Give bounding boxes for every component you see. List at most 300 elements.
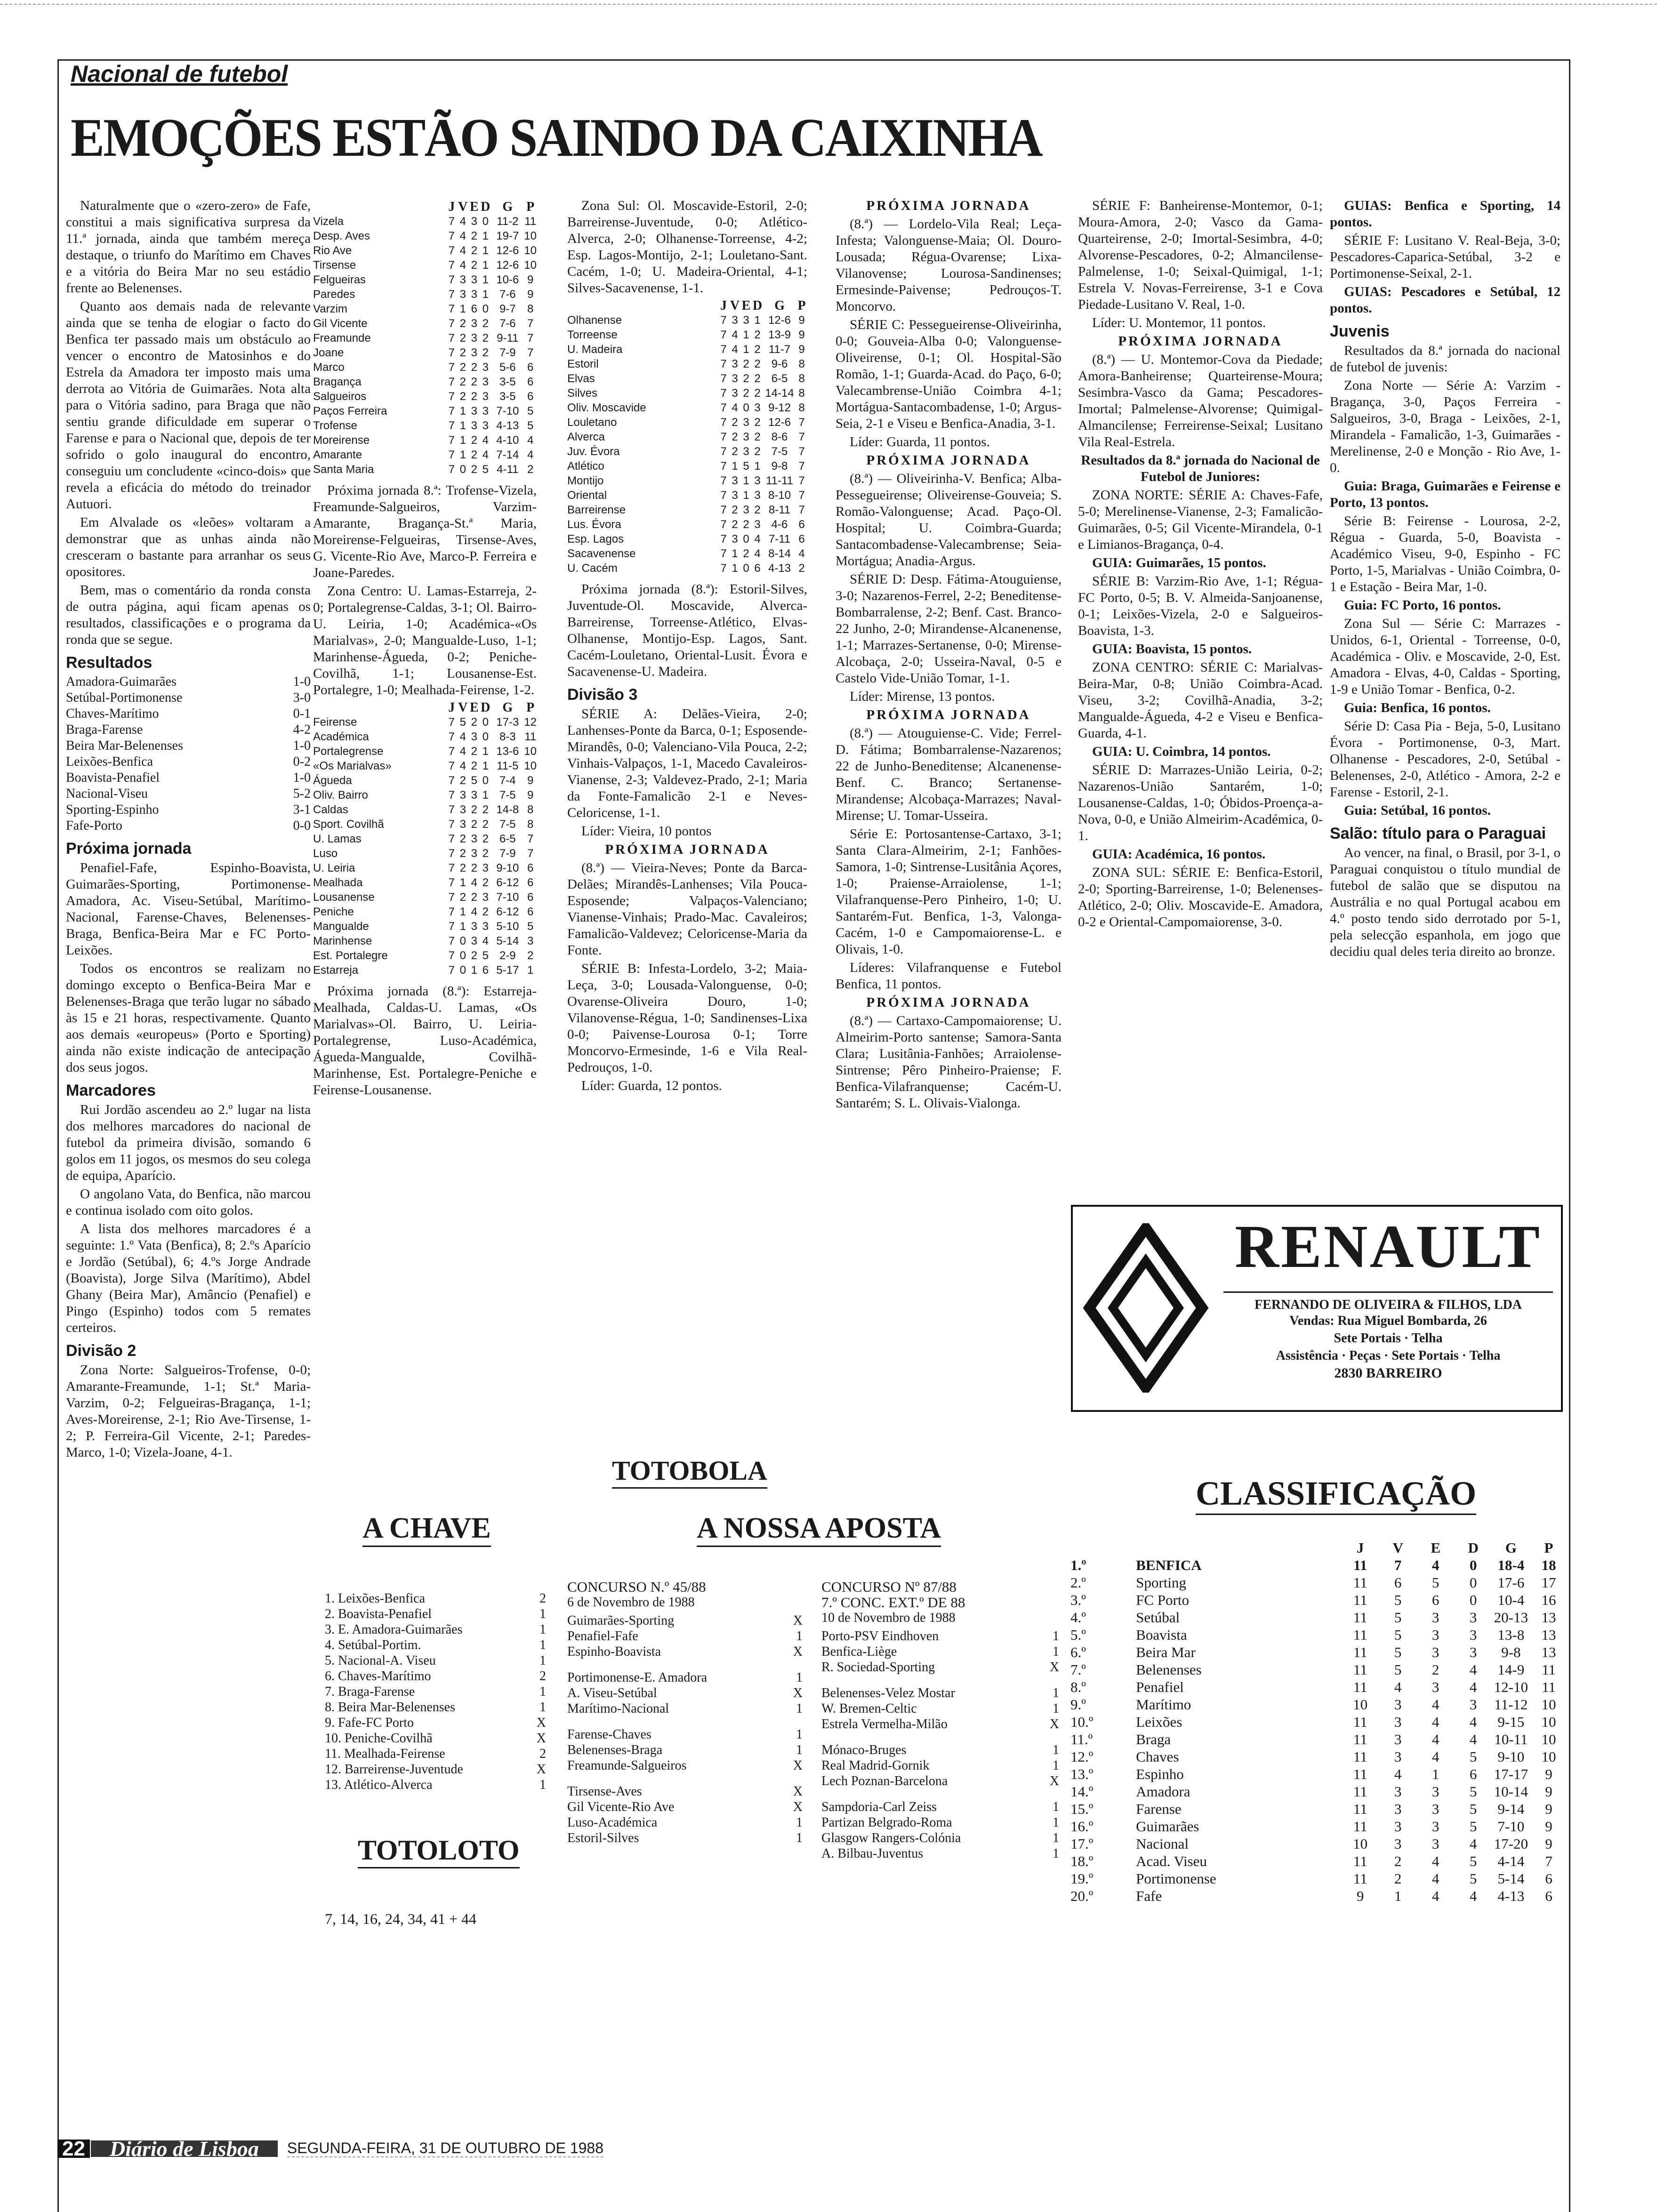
stat-cell: 7 bbox=[448, 716, 455, 729]
stat-cell: 3 bbox=[471, 847, 477, 860]
stat-cell: 3 bbox=[459, 818, 466, 831]
table-row bbox=[567, 473, 807, 488]
table-row bbox=[567, 488, 807, 503]
stat-cell: 2 bbox=[459, 390, 466, 403]
serie-a-pj: (8.ª) — Vieira-Neves; Ponte da Barca-Delães; Mirandês-Lanhenses; Vila Pouca-Esposende; Valpaços-Valenciano; Vianense-Vinhais; Prado-Mac. Cavaleiros; Famalicão-Valdevez; Celoricense-Maria da Fonte. bbox=[567, 860, 807, 958]
stat-cell: 6 bbox=[527, 906, 534, 918]
item-pick: X bbox=[793, 1686, 803, 1700]
table-zona-sul bbox=[567, 298, 807, 576]
concurso1-date: 6 de Novembro de 1988 bbox=[567, 1595, 695, 1610]
stat-cell: 3 bbox=[471, 419, 477, 432]
stat-cell: 7 bbox=[448, 964, 455, 977]
class-row bbox=[1069, 1731, 1568, 1748]
item-pick: X bbox=[1049, 1774, 1059, 1788]
totobola-title: TOTOBOLA bbox=[612, 1454, 767, 1489]
stat-cell: 4 bbox=[1469, 1661, 1477, 1678]
stat-cell: 4 bbox=[1469, 1731, 1477, 1747]
team-name: «Os Marialvas» bbox=[313, 760, 392, 772]
position: 7.º bbox=[1070, 1661, 1086, 1678]
stat-cell: 9-10 bbox=[1497, 1748, 1525, 1765]
stat-cell: 9 bbox=[798, 314, 805, 327]
position: 4.º bbox=[1070, 1609, 1086, 1626]
stat-cell: 7 bbox=[448, 273, 455, 286]
position: 5.º bbox=[1070, 1627, 1086, 1643]
intro-p2: Quanto aos demais nada de relevante ainda que se tenha de elogiar o facto do Benfica ter passado mais um obstáculo ao vencer o encontro de Matosinhos e do Estrela da Amadora ter imposto mais uma derrota ao Vitória de Guimarães. Nota alta para o Vitória sadino, para Braga que não sentiu grande dificuldade em superar o Farense e para o Nacional que, depois de ter sofrido o golo inaugural do encontro, conseguiu um concludente «cinco-dois» que revela a eficácia do método do treinador Autuori. bbox=[66, 299, 311, 512]
team-name: Farense bbox=[1136, 1801, 1182, 1817]
stat-cell: 5 bbox=[1394, 1609, 1402, 1626]
position: 2.º bbox=[1070, 1574, 1086, 1591]
jun-norte-b: SÉRIE B: Varzim-Rio Ave, 1-1; Régua-FC Porto, 0-5; B. V. Almeida-Sanjoanense, 0-1; Leixões-Vizela, 2-0 e Salgueiros-Boavista, 1-3. bbox=[1078, 574, 1323, 638]
stat-cell: 1 bbox=[459, 906, 466, 918]
serie-e-pj: (8.ª) — Cartaxo-Campomaiorense; U. Almeirim-Porto santense; Samora-Santa Clara; Lusitânia-Fanhões; Arraiolense-Sintrense; Pêro Pinheiro-Praiense; F. Benfica-Vilafranquense; Cacém-U. Santarém; S. L. Olivais-Vialonga. bbox=[836, 1013, 1062, 1111]
list-gap bbox=[567, 1773, 803, 1784]
class-row bbox=[1069, 1591, 1568, 1609]
class-row bbox=[1069, 1887, 1568, 1905]
stat-cell: 13 bbox=[1541, 1644, 1556, 1660]
team-name: Sport. Covilhã bbox=[313, 818, 384, 831]
stat-cell: 3 bbox=[1432, 1644, 1440, 1660]
team-name: Santa Maria bbox=[313, 463, 374, 476]
headline: EMOÇÕES ESTÃO SAINDO DA CAIXINHA bbox=[71, 108, 1042, 168]
ad-address: Vendas: Rua Miguel Bombarda, 26 bbox=[1289, 1314, 1487, 1328]
resultados-heading: Resultados bbox=[66, 654, 153, 672]
stat-cell: 3 bbox=[471, 833, 477, 845]
team-name: Peniche bbox=[313, 906, 354, 918]
stat-cell: 20-13 bbox=[1494, 1609, 1528, 1626]
stat-cell: 5 bbox=[1469, 1870, 1477, 1887]
column-1 bbox=[66, 198, 311, 2108]
list-item bbox=[821, 1830, 1059, 1846]
stat-cell: 4 bbox=[1432, 1870, 1440, 1887]
list-item bbox=[821, 1685, 1059, 1701]
team-name: Luso bbox=[313, 847, 338, 860]
stat-cell: 4 bbox=[1432, 1731, 1440, 1747]
serie-b-lider: Líder: Guarda, 12 pontos. bbox=[581, 1078, 722, 1093]
stat-cell: 7 bbox=[448, 361, 455, 374]
stat-cell: 7 bbox=[720, 401, 727, 414]
class-row bbox=[1069, 1696, 1568, 1713]
stat-cell: 3 bbox=[1394, 1818, 1402, 1835]
stat-cell: 11 bbox=[1353, 1853, 1367, 1869]
stat-cell: 7-9 bbox=[499, 847, 516, 860]
stat-cell: 7 bbox=[720, 329, 727, 341]
intro-p1: Naturalmente que o «zero-zero» de Fafe, constitui a mais significativa surpresa da 11.ª jornada, ainda que também mereça destaque, o triunfo do Marítimo em Chaves e a vitória do Beira Mar no seu estádio frente ao Belenenses. bbox=[66, 198, 311, 296]
team-name: Amadora bbox=[1136, 1783, 1190, 1800]
stat-cell: 1 bbox=[1394, 1888, 1402, 1904]
header-col: J bbox=[448, 700, 455, 715]
stat-cell: 5 bbox=[1394, 1661, 1402, 1678]
stat-cell: 3 bbox=[732, 387, 738, 400]
table-header bbox=[567, 298, 807, 313]
stat-cell: 4 bbox=[1432, 1748, 1440, 1765]
stat-cell: 10 bbox=[524, 259, 537, 272]
stat-cell: 2 bbox=[732, 431, 738, 443]
stat-cell: 2 bbox=[471, 230, 477, 242]
stat-cell: 9 bbox=[527, 288, 534, 301]
stat-cell: 17-17 bbox=[1494, 1766, 1528, 1782]
stat-cell: 7 bbox=[720, 474, 727, 487]
stat-cell: 0 bbox=[459, 964, 466, 977]
item-pick: 1 bbox=[1053, 1701, 1059, 1716]
stat-cell: 5-14 bbox=[496, 935, 519, 947]
stat-cell: 7-10 bbox=[496, 891, 519, 904]
stat-cell: 8 bbox=[798, 401, 805, 414]
stat-cell: 4-11 bbox=[497, 463, 519, 476]
stat-cell: 3 bbox=[743, 416, 749, 429]
stat-cell: 2 bbox=[471, 376, 477, 388]
table-row bbox=[313, 802, 537, 817]
item-match: Gil Vicente-Rio Ave bbox=[567, 1800, 675, 1814]
item-match: Glasgow Rangers-Colónia bbox=[821, 1831, 961, 1845]
stat-cell: 1 bbox=[732, 547, 738, 560]
stat-cell: 7 bbox=[448, 390, 455, 403]
zona-centro-text: Zona Centro: U. Lamas-Estarreja, 2-0; Portalegrense-Caldas, 3-1; Ol. Bairro-U. Leiria, 1-0; Académica-«Os Marialvas», 2-0; Mangualde-Luso, 1-1; Marinhense-Águeda, 0-2; Peniche-Covilhã, 1-1; Lousanense-Est. Portalegre, 1-0; Mealhada-Feirense, 1-2. bbox=[313, 584, 537, 697]
class-row bbox=[1069, 1626, 1568, 1643]
stat-cell: 13-9 bbox=[768, 329, 791, 341]
stat-cell: 7 bbox=[448, 419, 455, 432]
item-match: 2. Boavista-Penafiel bbox=[325, 1607, 432, 1621]
stat-cell: 7 bbox=[448, 949, 455, 962]
stat-cell: 10-11 bbox=[1494, 1731, 1528, 1747]
stat-cell: 2 bbox=[471, 891, 477, 904]
table-row bbox=[313, 404, 537, 418]
stat-cell: 4 bbox=[1432, 1888, 1440, 1904]
stat-cell: 4 bbox=[1394, 1679, 1402, 1695]
stat-cell: 7 bbox=[448, 906, 455, 918]
stat-cell: 5-6 bbox=[499, 361, 516, 374]
serie-d-pj-heading: PRÓXIMA JORNADA bbox=[866, 707, 1031, 722]
class-row bbox=[1069, 1835, 1568, 1852]
position: 12.º bbox=[1070, 1748, 1094, 1765]
table-row bbox=[567, 546, 807, 561]
stat-cell: 3 bbox=[471, 288, 477, 301]
jun-norte-a-guia: GUIA: Guimarães, 15 pontos. bbox=[1092, 555, 1266, 570]
juvenis-heading: Juvenis bbox=[1330, 322, 1390, 340]
stat-cell: 2 bbox=[459, 317, 466, 330]
header-col: V bbox=[458, 200, 468, 214]
class-row bbox=[1069, 1556, 1568, 1574]
stat-cell: 16 bbox=[1541, 1592, 1556, 1608]
stat-cell: 10 bbox=[1541, 1696, 1556, 1713]
jun-centro-c: ZONA CENTRO: SÉRIE C: Marialvas-Beira-Mar, 0-8; União Coimbra-Acad. Viseu, 3-2; Covilhã-Anadia, 3-2; Mangualde-Águeda, 4-2 e Viseu e Benfica-Guarda, 4-1. bbox=[1078, 660, 1323, 741]
stat-cell: 1 bbox=[482, 273, 489, 286]
item-pick: 2 bbox=[539, 1747, 546, 1761]
result-score: 3-1 bbox=[293, 802, 311, 817]
achave-title: A CHAVE bbox=[362, 1511, 491, 1547]
stat-cell: 2 bbox=[471, 716, 477, 729]
table-zona-norte bbox=[313, 200, 537, 477]
table-row bbox=[313, 243, 537, 258]
stat-cell: 4 bbox=[798, 547, 805, 560]
item-pick: 1 bbox=[796, 1629, 803, 1643]
stat-cell: 3 bbox=[482, 862, 489, 874]
jun-norte-b-guia: GUIA: Boavista, 15 pontos. bbox=[1092, 641, 1252, 657]
team-name: Elvas bbox=[567, 372, 595, 385]
column-6 bbox=[1330, 198, 1560, 1191]
stat-cell: 8 bbox=[527, 303, 534, 315]
list-item bbox=[325, 1699, 546, 1715]
stat-cell: 3 bbox=[1469, 1609, 1477, 1626]
stat-cell: 12 bbox=[524, 716, 537, 729]
stat-cell: 3 bbox=[1432, 1627, 1440, 1643]
item-pick: 1 bbox=[1053, 1686, 1059, 1700]
serie-e-pj-heading: PRÓXIMA JORNADA bbox=[866, 995, 1031, 1010]
stat-cell: 0 bbox=[1469, 1574, 1477, 1591]
stat-cell: 11 bbox=[1353, 1592, 1367, 1608]
item-pick: 1 bbox=[539, 1638, 546, 1652]
top-dashed-rule bbox=[0, 4, 1657, 5]
header-col: D bbox=[1468, 1539, 1479, 1556]
header-col: E bbox=[469, 700, 479, 715]
stat-cell: 1 bbox=[482, 288, 489, 301]
stat-cell: 7 bbox=[1394, 1557, 1402, 1573]
stat-cell: 10 bbox=[524, 745, 537, 758]
result-row bbox=[66, 786, 311, 802]
table-row bbox=[313, 258, 537, 272]
stat-cell: 7 bbox=[720, 489, 727, 502]
list-gap bbox=[821, 1675, 1059, 1685]
table-row bbox=[567, 532, 807, 546]
stat-cell: 7 bbox=[720, 562, 727, 575]
stat-cell: 0 bbox=[1469, 1592, 1477, 1608]
header-col: D bbox=[481, 700, 491, 715]
item-pick: 1 bbox=[1053, 1758, 1059, 1773]
stat-cell: 3 bbox=[471, 273, 477, 286]
stat-cell: 4-6 bbox=[771, 518, 788, 531]
stat-cell: 6 bbox=[527, 361, 534, 374]
list-gap bbox=[821, 1789, 1059, 1799]
stat-cell: 7 bbox=[448, 774, 455, 787]
jun-centro-c-guia: GUIA: U. Coimbra, 14 pontos. bbox=[1092, 744, 1271, 759]
stat-cell: 17 bbox=[1541, 1574, 1556, 1591]
stat-cell: 13-8 bbox=[1497, 1627, 1525, 1643]
position: 10.º bbox=[1070, 1714, 1094, 1730]
juv-norte-b-guia: Guia: FC Porto, 16 pontos. bbox=[1344, 598, 1501, 613]
stat-cell: 8 bbox=[798, 387, 805, 400]
stat-cell: 5 bbox=[1394, 1644, 1402, 1660]
stat-cell: 1 bbox=[732, 562, 738, 575]
stat-cell: 7 bbox=[798, 489, 805, 502]
list-item bbox=[567, 1799, 803, 1815]
item-match: Freamunde-Salgueiros bbox=[567, 1758, 687, 1773]
stat-cell: 9 bbox=[798, 329, 805, 341]
result-score: 1-0 bbox=[293, 738, 311, 753]
item-match: Luso-Académica bbox=[567, 1815, 658, 1830]
item-match: 8. Beira Mar-Belenenses bbox=[325, 1700, 456, 1715]
stat-cell: 3 bbox=[1432, 1609, 1440, 1626]
stat-cell: 7 bbox=[527, 346, 534, 359]
team-name: Nacional bbox=[1136, 1835, 1189, 1852]
stat-cell: 3 bbox=[1394, 1835, 1402, 1852]
list-item bbox=[821, 1701, 1059, 1716]
stat-cell: 4 bbox=[754, 533, 761, 545]
class-row bbox=[1069, 1800, 1568, 1818]
class-row bbox=[1069, 1852, 1568, 1870]
team-name: Silves bbox=[567, 387, 598, 400]
proxima-text: Penafiel-Fafe, Espinho-Boavista, Guimarães-Sporting, Portimonense-Amadora, Ac. Viseu-Setúbal, Marítimo-Nacional, Farense-Chaves, Belenenses-Braga, Benfica-Beira Mar e FC Porto-Leixões. bbox=[66, 860, 311, 958]
stat-cell: 10 bbox=[1541, 1748, 1556, 1765]
stat-cell: 1 bbox=[732, 460, 738, 473]
team-name: Joane bbox=[313, 346, 344, 359]
serie-a-pj-heading: PRÓXIMA JORNADA bbox=[605, 842, 770, 857]
stat-cell: 7 bbox=[720, 533, 727, 545]
table-row bbox=[313, 433, 537, 448]
stat-cell: 19-7 bbox=[496, 230, 519, 242]
stat-cell: 1 bbox=[743, 343, 749, 356]
stat-cell: 2 bbox=[482, 906, 489, 918]
item-match: 7. Braga-Farense bbox=[325, 1684, 415, 1699]
column-5 bbox=[1078, 198, 1323, 1191]
team-name: Gil Vicente bbox=[313, 317, 368, 330]
item-pick: X bbox=[536, 1715, 546, 1730]
stat-cell: 2 bbox=[459, 376, 466, 388]
position: 9.º bbox=[1070, 1696, 1086, 1713]
table-header bbox=[313, 700, 537, 715]
zona-sul-text: Zona Sul: Ol. Moscavide-Estoril, 2-0; Barreirense-Juventude, 0-0; Atlético-Alverca, 2-0; Olhanense-Torreense, 4-2; Esp. Lagos-Montijo, 2-1; Louletano-Sant. Cacém, 1-0; U. Madeira-Oriental, 4-1; Silves-Sacavenense, 1-1. bbox=[567, 198, 807, 296]
ad-city: 2830 BARREIRO bbox=[1334, 1365, 1442, 1381]
team-name: Guimarães bbox=[1136, 1818, 1199, 1835]
stat-cell: 3 bbox=[732, 533, 738, 545]
stat-cell: 2 bbox=[471, 803, 477, 816]
stat-cell: 7 bbox=[448, 789, 455, 801]
stat-cell: 4 bbox=[459, 215, 466, 228]
stat-cell: 7 bbox=[720, 416, 727, 429]
stat-cell: 11 bbox=[1353, 1748, 1367, 1765]
stat-cell: 1 bbox=[754, 460, 761, 473]
list-item bbox=[325, 1731, 546, 1746]
team-name: Moreirense bbox=[313, 434, 370, 447]
header-col: D bbox=[752, 298, 763, 313]
team-name: Águeda bbox=[313, 774, 352, 787]
team-name: Paços Ferreira bbox=[313, 405, 387, 417]
stat-cell: 13 bbox=[1541, 1609, 1556, 1626]
concurso2-list bbox=[821, 1628, 1059, 1861]
divisao2-heading: Divisão 2 bbox=[66, 1342, 137, 1360]
jun-norte-a: ZONA NORTE: SÉRIE A: Chaves-Fafe, 5-0; Merelinense-Vianense, 2-3; Famalicão-Guimarães, 0-5; Gil Vicente-Mirandela, 0-1 e Limianos-Bragança, 0-4. bbox=[1078, 488, 1323, 552]
table-row bbox=[567, 313, 807, 328]
stat-cell: 3-5 bbox=[499, 376, 516, 388]
position: 14.º bbox=[1070, 1783, 1094, 1800]
stat-cell: 6 bbox=[798, 518, 805, 531]
stat-cell: 7-5 bbox=[771, 445, 788, 458]
table-row bbox=[313, 832, 537, 846]
stat-cell: 11 bbox=[524, 215, 537, 228]
marcadores-heading: Marcadores bbox=[66, 1082, 156, 1099]
class-row bbox=[1069, 1609, 1568, 1626]
stat-cell: 2 bbox=[471, 259, 477, 272]
stat-cell: 11 bbox=[1353, 1627, 1367, 1643]
position: 15.º bbox=[1070, 1801, 1094, 1817]
team-name: U. Cacém bbox=[567, 562, 618, 575]
item-pick: 1 bbox=[539, 1607, 546, 1621]
stat-cell: 4 bbox=[459, 745, 466, 758]
serie-c-lider: Líder: Guarda, 11 pontos. bbox=[850, 434, 990, 449]
stat-cell: 7 bbox=[720, 372, 727, 385]
team-name: Portalegrense bbox=[313, 745, 384, 758]
stat-cell: 9 bbox=[1545, 1835, 1552, 1852]
team-name: U. Lamas bbox=[313, 833, 362, 845]
stat-cell: 12-6 bbox=[496, 259, 519, 272]
jun-sul-e-guia: GUIAS: Benfica e Sporting, 14 pontos. bbox=[1330, 198, 1560, 230]
item-pick: 1 bbox=[539, 1653, 546, 1668]
stat-cell: 3 bbox=[1394, 1748, 1402, 1765]
stat-cell: 6 bbox=[1432, 1592, 1440, 1608]
stat-cell: 5-14 bbox=[1497, 1870, 1525, 1887]
stat-cell: 0 bbox=[459, 463, 466, 476]
stat-cell: 2 bbox=[732, 445, 738, 458]
team-name: Paredes bbox=[313, 288, 355, 301]
renault-logo-icon bbox=[1082, 1223, 1209, 1393]
section-label: Nacional de futebol bbox=[71, 61, 288, 87]
stat-cell: 4 bbox=[732, 401, 738, 414]
list-item bbox=[821, 1716, 1059, 1732]
jun-sul-f: SÉRIE F: Lusitano V. Real-Beja, 3-0; Pescadores-Caparica-Setúbal, 3-2 e Portimonense-Seixal, 2-1. bbox=[1330, 233, 1560, 281]
stat-cell: 2 bbox=[459, 361, 466, 374]
stat-cell: 4 bbox=[732, 329, 738, 341]
item-pick: 1 bbox=[796, 1815, 803, 1830]
stat-cell: 2 bbox=[732, 518, 738, 531]
team-name: Rio Ave bbox=[313, 244, 352, 257]
stat-cell: 3 bbox=[1394, 1731, 1402, 1747]
stat-cell: 2 bbox=[527, 949, 534, 962]
stat-cell: 7 bbox=[448, 803, 455, 816]
stat-cell: 2 bbox=[459, 847, 466, 860]
stat-cell: 3 bbox=[732, 314, 738, 327]
juniores-heading: Resultados da 8.ª jornada do Nacional de Futebol de Juniores: bbox=[1081, 453, 1320, 484]
table-row bbox=[313, 316, 537, 331]
team-name: Mealhada bbox=[313, 876, 363, 889]
stat-cell: 7 bbox=[527, 833, 534, 845]
stat-cell: 6 bbox=[471, 303, 477, 315]
stat-cell: 7 bbox=[448, 405, 455, 417]
achave-list bbox=[325, 1591, 546, 1793]
stat-cell: 11 bbox=[1353, 1766, 1367, 1782]
item-match: Real Madrid-Gornik bbox=[821, 1758, 930, 1773]
stat-cell: 11 bbox=[1353, 1661, 1367, 1678]
stat-cell: 7-4 bbox=[499, 774, 516, 787]
stat-cell: 11 bbox=[1353, 1679, 1367, 1695]
header-col: P bbox=[526, 200, 535, 214]
jun-centro-d-guia: GUIA: Académica, 16 pontos. bbox=[1092, 847, 1266, 862]
table-row bbox=[567, 459, 807, 473]
stat-cell: 7 bbox=[448, 862, 455, 874]
team-name: Estoril bbox=[567, 358, 599, 370]
stat-cell: 3 bbox=[1469, 1627, 1477, 1643]
item-match: Belenenses-Braga bbox=[567, 1743, 663, 1757]
item-pick: 1 bbox=[796, 1743, 803, 1757]
stat-cell: 2 bbox=[798, 562, 805, 575]
stat-cell: 3 bbox=[732, 372, 738, 385]
item-pick: 1 bbox=[1053, 1743, 1059, 1757]
stat-cell: 3 bbox=[743, 431, 749, 443]
stat-cell: 1 bbox=[459, 405, 466, 417]
class-row bbox=[1069, 1783, 1568, 1800]
item-pick: 2 bbox=[539, 1669, 546, 1683]
result-row bbox=[66, 770, 311, 786]
stat-cell: 14-8 bbox=[496, 803, 519, 816]
list-item bbox=[821, 1773, 1059, 1789]
item-match: Estoril-Silves bbox=[567, 1831, 639, 1845]
result-row bbox=[66, 722, 311, 738]
item-match: 3. E. Amadora-Guimarães bbox=[325, 1622, 463, 1637]
stat-cell: 7 bbox=[448, 332, 455, 345]
stat-cell: 2 bbox=[1394, 1853, 1402, 1869]
table-row bbox=[313, 331, 537, 345]
list-item bbox=[325, 1668, 546, 1684]
marcadores-p3: A lista dos melhores marcadores é a seguinte: 1.º Vata (Benfica), 8; 2.ºs Aparício e Jordão (Setúbal), 6; 4.ºs Jorge Andrade (Boavista), Jorge Silva (Marítimo), Abdel Ghany (Beira Mar), Amâncio (Penafiel) e Pingo (Espinho) todos com 5 remates certeiros. bbox=[66, 1221, 311, 1335]
stat-cell: 0 bbox=[743, 562, 749, 575]
stat-cell: 2 bbox=[471, 449, 477, 461]
